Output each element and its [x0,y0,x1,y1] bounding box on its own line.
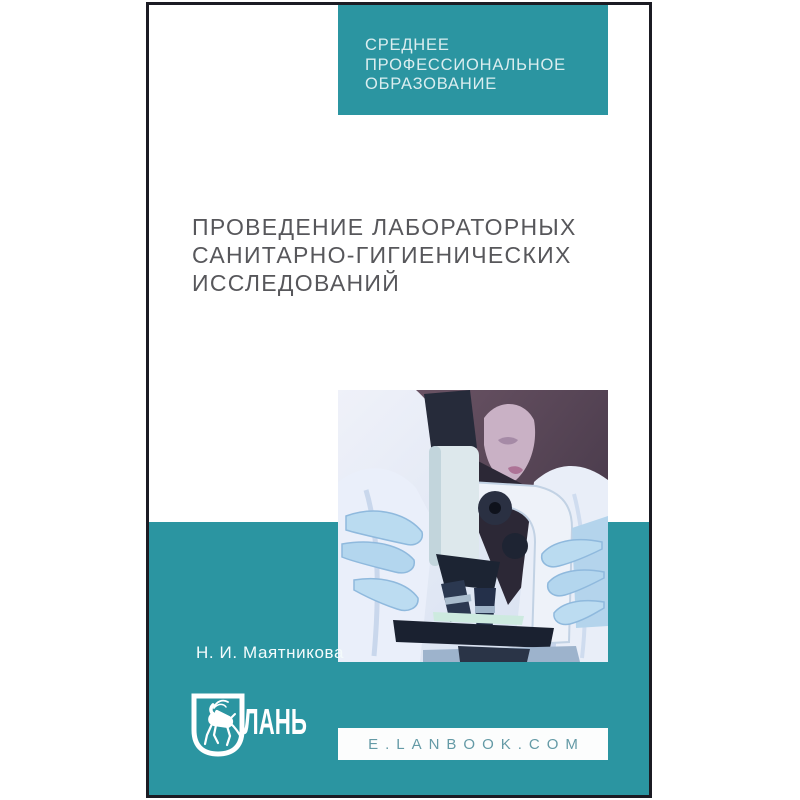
series-badge-line: СРЕДНЕЕ [365,36,450,54]
website-banner [338,728,608,760]
website-url: E.LANBOOK.COM [368,735,585,753]
series-badge-line: ПРОФЕССИОНАЛЬНОЕ [365,55,566,74]
book-cover [146,2,652,798]
publisher-name: ЛАНЬ [243,701,307,742]
series-badge-line: ОБРАЗОВАНИЕ [365,75,498,93]
publisher-deer-logo-icon [190,692,246,758]
book-title-line: ИССЛЕДОВАНИЙ [192,270,401,296]
book-title-line: САНИТАРНО-ГИГИЕНИЧЕСКИХ [192,242,572,268]
series-badge [338,5,608,115]
book-title [192,213,632,297]
microscope-photo-illustration [338,390,608,662]
book-title-line: ПРОВЕДЕНИЕ ЛАБОРАТОРНЫХ [192,214,577,240]
cover-photo-microscope [338,390,608,662]
author-name: Н. И. Маятникова [196,643,345,662]
